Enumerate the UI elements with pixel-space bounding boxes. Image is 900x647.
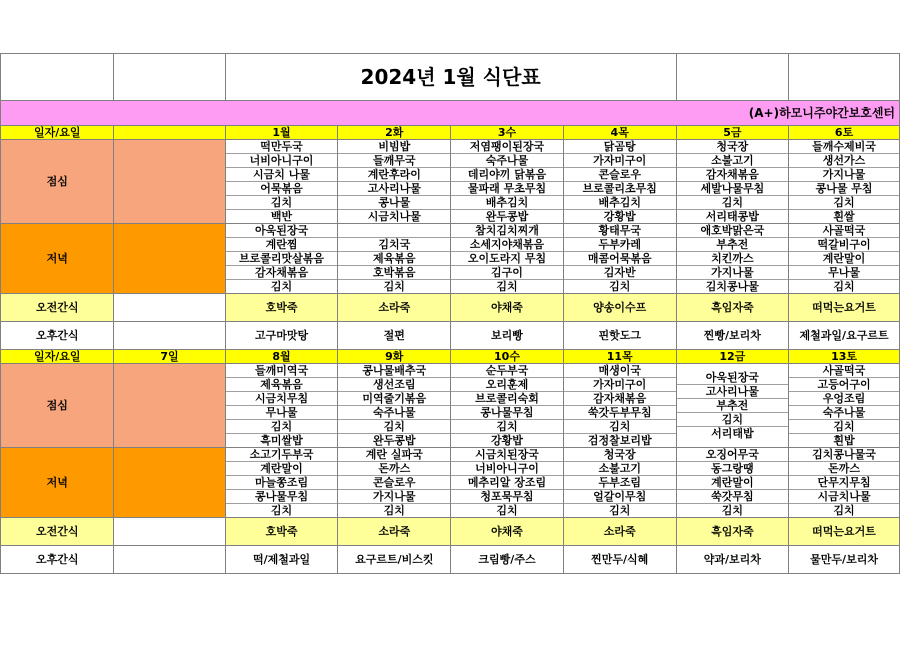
day-header: 12금: [676, 350, 789, 364]
menu-item: 김치: [721, 504, 743, 517]
pm-snack-item: 찐만두/식혜: [563, 546, 676, 574]
menu-item: 강황밥: [603, 210, 636, 223]
dinner-menu-cell: [451, 224, 564, 294]
menu-item: 오징어무국: [677, 448, 789, 462]
dinner-menu-cell: [338, 448, 451, 518]
pm-snack-label: 오후간식: [1, 546, 114, 574]
day-header: 13토: [789, 350, 900, 364]
lunch-menu-cell: [676, 364, 789, 448]
am-snack-item: 소라죽: [338, 518, 451, 546]
menu-item: 제육볶음: [338, 252, 450, 266]
menu-item: 흰쌀: [833, 210, 855, 223]
pm-snack-item: 보리빵: [451, 322, 564, 350]
pm-snack-item: 고구마맛탕: [225, 322, 338, 350]
menu-item: 메추리알 장조림: [451, 476, 563, 490]
page-title: 2024년 1월 식단표: [225, 54, 676, 101]
lunch-menu-cell: [451, 364, 564, 448]
blank-cell: [114, 140, 225, 224]
menu-item: 김치: [383, 280, 405, 293]
lunch-menu-cell: [563, 364, 676, 448]
menu-item: 생선가스: [789, 154, 899, 168]
menu-item: 흰밥: [833, 434, 855, 447]
am-snack-item: 흑임자죽: [676, 294, 789, 322]
menu-item: 가자미구이: [564, 154, 676, 168]
am-snack-item: 소라죽: [563, 518, 676, 546]
lunch-menu-cell: [563, 140, 676, 224]
blank-cell: [114, 322, 225, 350]
menu-item: 김치: [833, 504, 855, 517]
menu-item: 청국장: [677, 140, 789, 154]
menu-item: 김치: [383, 504, 405, 517]
menu-item: 김치: [270, 504, 293, 517]
menu-item: 감자채볶음: [226, 266, 338, 280]
menu-item: 호박볶음: [338, 266, 450, 280]
menu-item: 비빔밥: [338, 140, 450, 154]
dinner-menu-cell: [563, 448, 676, 518]
menu-item: 콘슬로우: [564, 168, 676, 182]
menu-item: 콩나물무침: [451, 406, 563, 420]
dinner-menu-cell: [789, 224, 900, 294]
menu-item: 서리태콩밥: [705, 210, 759, 223]
menu-item: 배추김치: [451, 196, 563, 210]
menu-item: 고등어구이: [789, 378, 899, 392]
menu-item: 가지나물: [338, 490, 450, 504]
am-snack-item: 호박죽: [225, 294, 338, 322]
menu-item: 아욱된장국: [677, 371, 789, 385]
am-snack-item: 떠먹는요거트: [789, 294, 900, 322]
menu-item: 계란말이: [677, 476, 789, 490]
menu-item: 김치: [496, 504, 518, 517]
menu-item: 김자반: [564, 266, 676, 280]
menu-item: 돈까스: [789, 462, 899, 476]
blank-cell: [114, 518, 225, 546]
menu-item: 소고기두부국: [226, 448, 338, 462]
menu-item: 무나물: [789, 266, 899, 280]
menu-item: 동그랑땡: [677, 462, 789, 476]
lunch-menu-cell: [225, 140, 338, 224]
week2-section: [1, 350, 900, 574]
menu-item: 들깨무국: [338, 154, 450, 168]
menu-item: 미역줄기볶음: [338, 392, 450, 406]
pm-snack-item: 약과/보리차: [676, 546, 789, 574]
menu-item: 얼갈이무침: [564, 490, 676, 504]
dinner-label: 저녁: [1, 448, 114, 518]
menu-item: 들깨미역국: [226, 364, 338, 378]
week1-section: [1, 126, 900, 350]
menu-item: 치킨까스: [677, 252, 789, 266]
pm-snack-item: 핀핫도그: [563, 322, 676, 350]
meal-plan-table: [0, 53, 900, 574]
day-header: 1월: [225, 126, 338, 140]
dinner-label: 저녁: [1, 224, 114, 294]
menu-item: 마늘쫑조림: [226, 476, 338, 490]
dinner-menu-cell: [338, 224, 451, 294]
lunch-menu-cell: [451, 140, 564, 224]
menu-item: 떡만두국: [226, 140, 338, 154]
menu-item: 콩나물: [338, 196, 450, 210]
menu-item: 청포묵무침: [451, 490, 563, 504]
am-snack-label: 오전간식: [1, 294, 114, 322]
menu-item: 저염팽이된장국: [451, 140, 563, 154]
pm-snack-item: 절편: [338, 322, 451, 350]
blank-cell: [114, 54, 225, 101]
blank-cell: [114, 448, 225, 518]
menu-item: 김치국: [338, 238, 450, 252]
menu-item: 청국장: [564, 448, 676, 462]
lunch-menu-cell: [676, 140, 789, 224]
lunch-menu-cell: [338, 364, 451, 448]
day-header: 8월: [225, 350, 338, 364]
menu-item: 검정찰보리밥: [587, 434, 652, 447]
lunch-label: 점심: [1, 140, 114, 224]
menu-item: 계란후라이: [338, 168, 450, 182]
lunch-menu-cell: [789, 364, 900, 448]
dinner-menu-cell: [225, 224, 338, 294]
am-snack-item: 떠먹는요거트: [789, 518, 900, 546]
day-header: 2화: [338, 126, 451, 140]
dinner-menu-cell: [676, 224, 789, 294]
lunch-menu-cell: [338, 140, 451, 224]
menu-item: 콩나물 무침: [789, 182, 899, 196]
date-day-label: 일자/요일: [1, 126, 114, 140]
menu-item: 고사리나물: [677, 385, 789, 399]
menu-item: 김치: [564, 420, 676, 434]
menu-item: 물파래 무초무침: [451, 182, 563, 196]
menu-item: 황태무국: [564, 224, 676, 238]
lunch-menu-cell: [225, 364, 338, 448]
menu-item: 가지나물: [789, 168, 899, 182]
center-name: (A+)하모니주야간보호센터: [1, 101, 900, 126]
pm-snack-label: 오후간식: [1, 322, 114, 350]
menu-item: 김치: [451, 420, 563, 434]
menu-item: 닭곰탕: [564, 140, 676, 154]
menu-item: 계란 실파국: [338, 448, 450, 462]
menu-item: 김치콩나물국: [789, 448, 899, 462]
menu-item: 김치: [496, 280, 518, 293]
menu-item: 콘슬로우: [338, 476, 450, 490]
dinner-menu-cell: [789, 448, 900, 518]
menu-item: 김치: [677, 196, 789, 210]
menu-item: 매생이국: [564, 364, 676, 378]
menu-item: 오리훈제: [451, 378, 563, 392]
am-snack-item: 야채죽: [451, 294, 564, 322]
menu-item: 김치: [609, 504, 631, 517]
menu-item: 배추김치: [564, 196, 676, 210]
date-day-label: 일자/요일: [1, 350, 114, 364]
menu-item: 백반: [270, 210, 293, 223]
am-snack-item: 소라죽: [338, 294, 451, 322]
dinner-menu-cell: [676, 448, 789, 518]
dinner-menu-cell: [225, 448, 338, 518]
menu-item: [338, 224, 450, 238]
extra-day-label: [114, 126, 225, 140]
menu-item: 데리야끼 닭볶음: [451, 168, 563, 182]
menu-item: 사골떡국: [789, 364, 899, 378]
menu-item: 숙주나물: [789, 406, 899, 420]
menu-item: 떡갈비구이: [789, 238, 899, 252]
pm-snack-item: 물만두/보리차: [789, 546, 900, 574]
extra-day-label: 7일: [114, 350, 225, 364]
dinner-menu-cell: [451, 448, 564, 518]
am-snack-label: 오전간식: [1, 518, 114, 546]
menu-item: 쑥갓무침: [677, 490, 789, 504]
menu-item: 들깨수제비국: [789, 140, 899, 154]
menu-item: 사골떡국: [789, 224, 899, 238]
menu-item: 김치: [789, 420, 899, 434]
menu-item: 참치김치찌개: [451, 224, 563, 238]
menu-item: 시금치된장국: [451, 448, 563, 462]
menu-item: 서리태밥: [711, 427, 754, 440]
day-header: 6토: [789, 126, 900, 140]
menu-item: 숙주나물: [338, 406, 450, 420]
blank-cell: [114, 294, 225, 322]
menu-item: 순두부국: [451, 364, 563, 378]
menu-item: 단무지무침: [789, 476, 899, 490]
menu-item: 계란말이: [226, 462, 338, 476]
pm-snack-item: 찐빵/보리차: [676, 322, 789, 350]
menu-item: 김치: [270, 280, 293, 293]
day-header: 4목: [563, 126, 676, 140]
pm-snack-item: 크림빵/주스: [451, 546, 564, 574]
menu-item: 김치: [338, 420, 450, 434]
blank-cell: [676, 54, 789, 101]
menu-item: 시금치무침: [226, 392, 338, 406]
menu-item: 콩나물무침: [226, 490, 338, 504]
menu-item: 소세지야채볶음: [451, 238, 563, 252]
blank-cell: [114, 364, 225, 448]
menu-item: 애호박맑은국: [677, 224, 789, 238]
menu-item: 시금치 나물: [226, 168, 338, 182]
pm-snack-item: 떡/제철과일: [225, 546, 338, 574]
menu-item: 우엉조림: [789, 392, 899, 406]
menu-item: 김치: [833, 280, 855, 293]
pm-snack-item: 제철과일/요구르트: [789, 322, 900, 350]
menu-item: 강황밥: [491, 434, 523, 447]
menu-item: 세발나물무침: [677, 182, 789, 196]
am-snack-item: 야채죽: [451, 518, 564, 546]
menu-item: 시금치나물: [367, 210, 421, 223]
am-snack-item: 양송이수프: [563, 294, 676, 322]
menu-item: 흑미쌀밥: [260, 434, 303, 447]
am-snack-item: 흑임자죽: [676, 518, 789, 546]
menu-item: 두부카레: [564, 238, 676, 252]
day-header: 9화: [338, 350, 451, 364]
menu-item: 아욱된장국: [226, 224, 338, 238]
menu-item: 계란찜: [226, 238, 338, 252]
menu-item: 너비아니구이: [451, 462, 563, 476]
menu-item: 브로콜리초무침: [564, 182, 676, 196]
menu-item: 김치: [226, 420, 338, 434]
blank-cell: [789, 54, 900, 101]
menu-item: 완두콩밥: [373, 434, 416, 447]
menu-item: 브로콜리맛살볶음: [226, 252, 338, 266]
menu-item: 숙주나물: [451, 154, 563, 168]
menu-item: 김치: [609, 280, 631, 293]
menu-item: 고사리나물: [338, 182, 450, 196]
menu-item: 매콤어묵볶음: [564, 252, 676, 266]
menu-item: 콩나물배추국: [338, 364, 450, 378]
menu-item: 감자채볶음: [564, 392, 676, 406]
day-header: 5금: [676, 126, 789, 140]
menu-item: 가자미구이: [564, 378, 676, 392]
day-header: 10수: [451, 350, 564, 364]
menu-item: 김치: [226, 196, 338, 210]
lunch-label: 점심: [1, 364, 114, 448]
blank-cell: [114, 546, 225, 574]
lunch-menu-cell: [789, 140, 900, 224]
menu-item: 가지나물: [677, 266, 789, 280]
menu-item: 쑥갓두부무침: [564, 406, 676, 420]
menu-item: 김치: [677, 413, 789, 427]
menu-item: 감자채볶음: [677, 168, 789, 182]
dinner-menu-cell: [563, 224, 676, 294]
menu-item: 시금치나물: [789, 490, 899, 504]
menu-item: 김치콩나물: [705, 280, 759, 293]
menu-item: 소불고기: [677, 154, 789, 168]
menu-item: 부추전: [677, 238, 789, 252]
menu-item: 김구이: [451, 266, 563, 280]
menu-item: 두부조림: [564, 476, 676, 490]
menu-item: 생선조림: [338, 378, 450, 392]
pm-snack-item: 요구르트/비스킷: [338, 546, 451, 574]
menu-item: 부추전: [677, 399, 789, 413]
menu-item: 소불고기: [564, 462, 676, 476]
menu-item: 계란말이: [789, 252, 899, 266]
am-snack-item: 호박죽: [225, 518, 338, 546]
day-header: 11목: [563, 350, 676, 364]
menu-item: 완두콩밥: [485, 210, 529, 223]
menu-item: 오이도라지 무침: [451, 252, 563, 266]
blank-cell: [114, 224, 225, 294]
blank-cell: [1, 54, 114, 101]
day-header: 3수: [451, 126, 564, 140]
menu-item: 제육볶음: [226, 378, 338, 392]
menu-item: 무나물: [226, 406, 338, 420]
menu-item: 돈까스: [338, 462, 450, 476]
menu-item: 어묵볶음: [226, 182, 338, 196]
menu-item: 김치: [789, 196, 899, 210]
menu-item: 너비아니구이: [226, 154, 338, 168]
menu-item: 브로콜리숙회: [451, 392, 563, 406]
